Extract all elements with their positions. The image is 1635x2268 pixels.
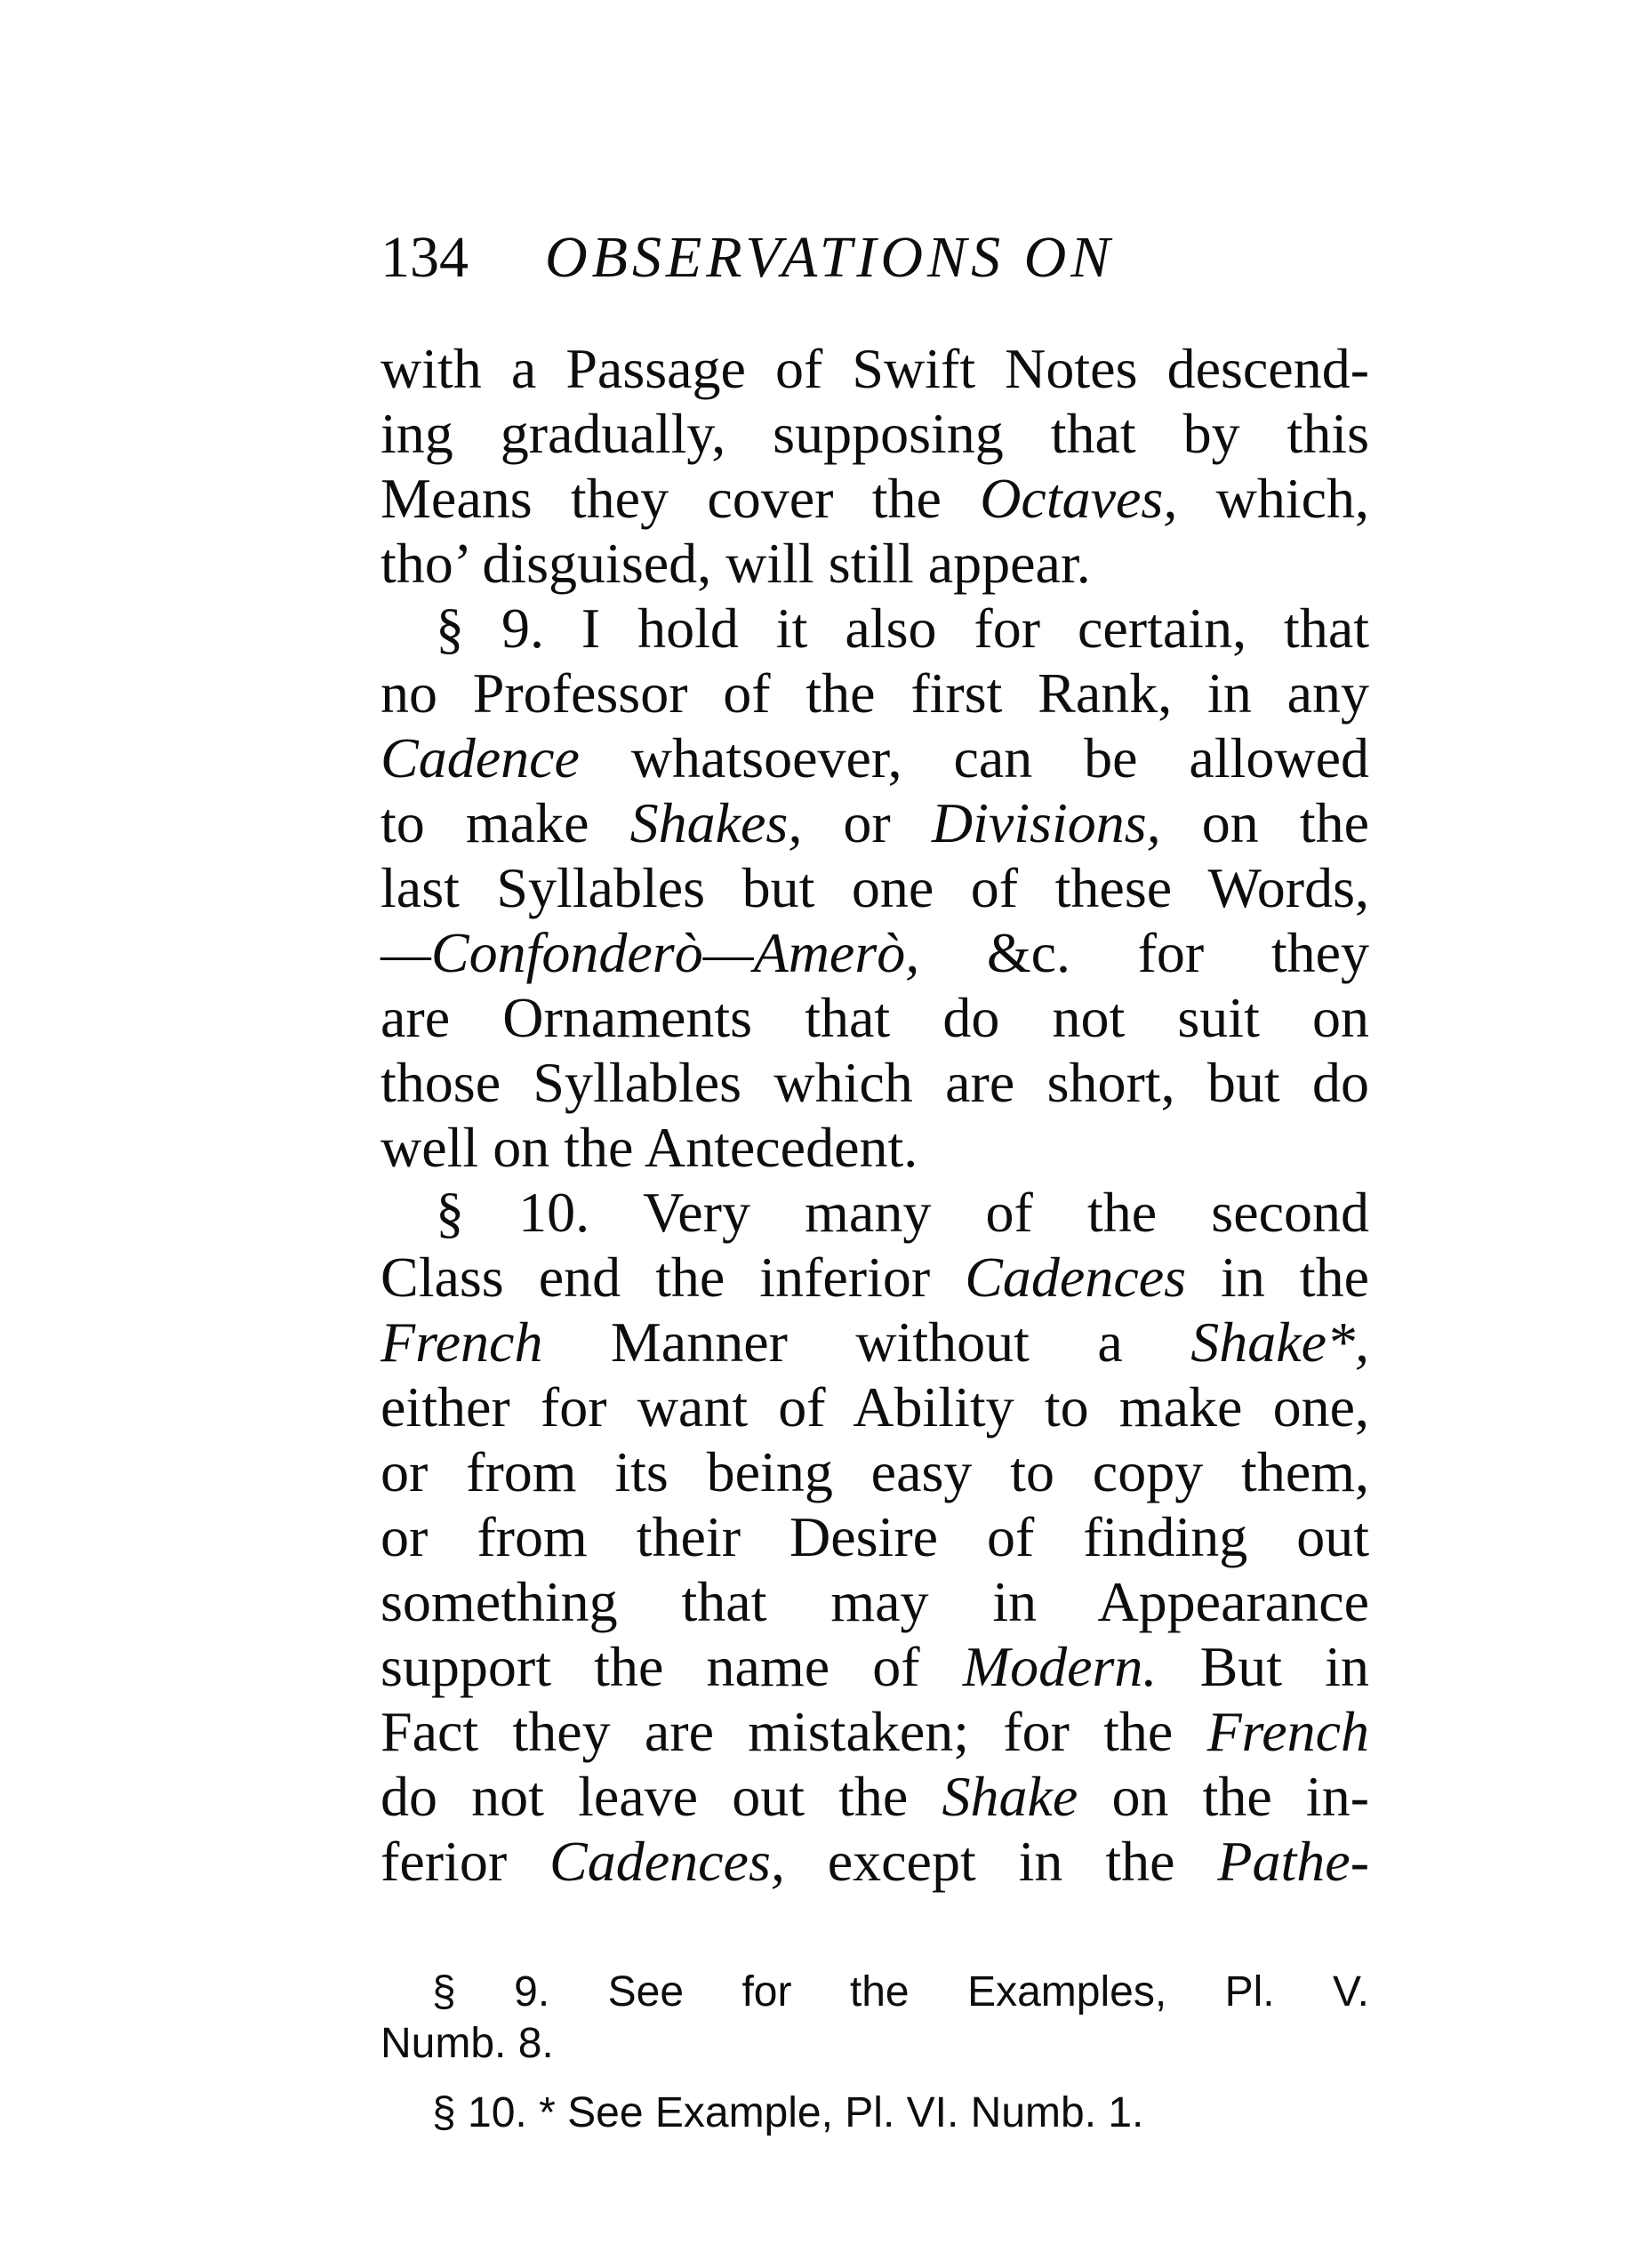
page-number: 134	[381, 225, 469, 290]
italic-text: Cadences,	[549, 1830, 785, 1893]
text-segment: support the name of	[381, 1635, 963, 1698]
text-line	[381, 401, 1369, 466]
body-text	[381, 336, 1369, 1894]
text-segment: Manner without a	[542, 1310, 1191, 1374]
text-segment: &c. for they	[919, 921, 1369, 984]
footnote-9-line-1: § 9. See for the Examples, Pl. V.	[432, 1968, 1369, 2016]
italic-text: Cadence	[381, 726, 580, 789]
text-line	[381, 790, 1369, 855]
italic-text: Modern.	[962, 1635, 1158, 1698]
text-segment: on the in-	[1078, 1765, 1370, 1828]
footnote-10: § 10. * See Example, Pl. VI. Numb. 1.	[432, 2089, 1144, 2136]
text-segment: something that may in Appearance	[381, 1570, 1369, 1633]
footnote-9-line-2: Numb. 8.	[381, 2020, 554, 2067]
text-line	[381, 855, 1369, 920]
text-line	[381, 920, 1369, 985]
text-line	[381, 1699, 1369, 1764]
text-segment: are Ornaments that do not suit on	[381, 986, 1369, 1049]
text-segment: in the	[1186, 1246, 1370, 1309]
text-segment: ferior	[381, 1830, 550, 1893]
text-line	[381, 466, 1369, 531]
text-segment: tho’ disguised, will still appear.	[381, 532, 1091, 595]
text-segment: or from their Desire of finding out	[381, 1505, 1369, 1568]
text-segment: or from its being easy to copy them,	[381, 1440, 1369, 1503]
text-line	[381, 985, 1369, 1050]
text-line	[381, 1115, 1369, 1180]
footnotes	[381, 1967, 1369, 2139]
text-line	[381, 1310, 1369, 1374]
text-segment: But in	[1157, 1635, 1369, 1698]
text-segment: ing gradually, supposing that by this	[381, 402, 1369, 465]
text-line	[381, 531, 1369, 596]
text-line	[381, 1180, 1369, 1245]
text-segment: those Syllables which are short, but do	[381, 1051, 1369, 1114]
text-segment: on the	[1160, 791, 1370, 854]
italic-text: French	[1206, 1700, 1369, 1763]
text-segment: well on the Antecedent.	[381, 1116, 918, 1179]
text-line	[381, 1439, 1369, 1504]
text-line	[381, 725, 1369, 790]
text-line	[381, 336, 1369, 401]
italic-text: Shake*,	[1190, 1310, 1369, 1374]
italic-text: Pathe-	[1217, 1830, 1370, 1893]
italic-text: French	[381, 1310, 543, 1374]
text-segment: do not leave out the	[381, 1765, 942, 1828]
text-line	[381, 1504, 1369, 1569]
text-segment: § 10. Very many of the second	[436, 1181, 1369, 1244]
text-line	[381, 661, 1369, 725]
italic-text: Shakes,	[629, 791, 803, 854]
running-title: OBSERVATIONS ON	[545, 225, 1115, 290]
text-segment: no Professor of the first Rank, in any	[381, 661, 1369, 725]
text-segment: with a Passage of Swift Notes descend-	[381, 337, 1369, 400]
italic-text: Octaves,	[980, 467, 1178, 530]
text-line	[381, 1245, 1369, 1310]
text-segment: Fact they are mistaken; for the	[381, 1700, 1207, 1763]
italic-text: —Confonderò—Amerò,	[381, 921, 920, 984]
text-segment: whatsoever, can be allowed	[579, 726, 1369, 789]
text-segment: or	[802, 791, 932, 854]
text-line	[381, 596, 1369, 661]
page-header	[381, 213, 1376, 302]
text-line	[381, 1374, 1369, 1439]
italic-text: Cadences	[965, 1246, 1187, 1309]
text-line	[381, 1634, 1369, 1699]
text-segment: Class end the inferior	[381, 1246, 966, 1309]
text-segment: § 9. I hold it also for certain, that	[436, 597, 1369, 660]
text-line	[381, 1569, 1369, 1634]
text-line	[381, 1829, 1369, 1894]
text-segment: which,	[1177, 467, 1370, 530]
text-line	[381, 1764, 1369, 1829]
text-segment: except in the	[784, 1830, 1218, 1893]
text-segment: to make	[381, 791, 630, 854]
text-segment: Means they cover the	[381, 467, 981, 530]
text-segment: either for want of Ability to make one,	[381, 1375, 1369, 1439]
text-line	[381, 1050, 1369, 1115]
text-segment: last Syllables but one of these Words,	[381, 856, 1369, 919]
italic-text: Divisions,	[931, 791, 1161, 854]
italic-text: Shake	[942, 1765, 1078, 1828]
